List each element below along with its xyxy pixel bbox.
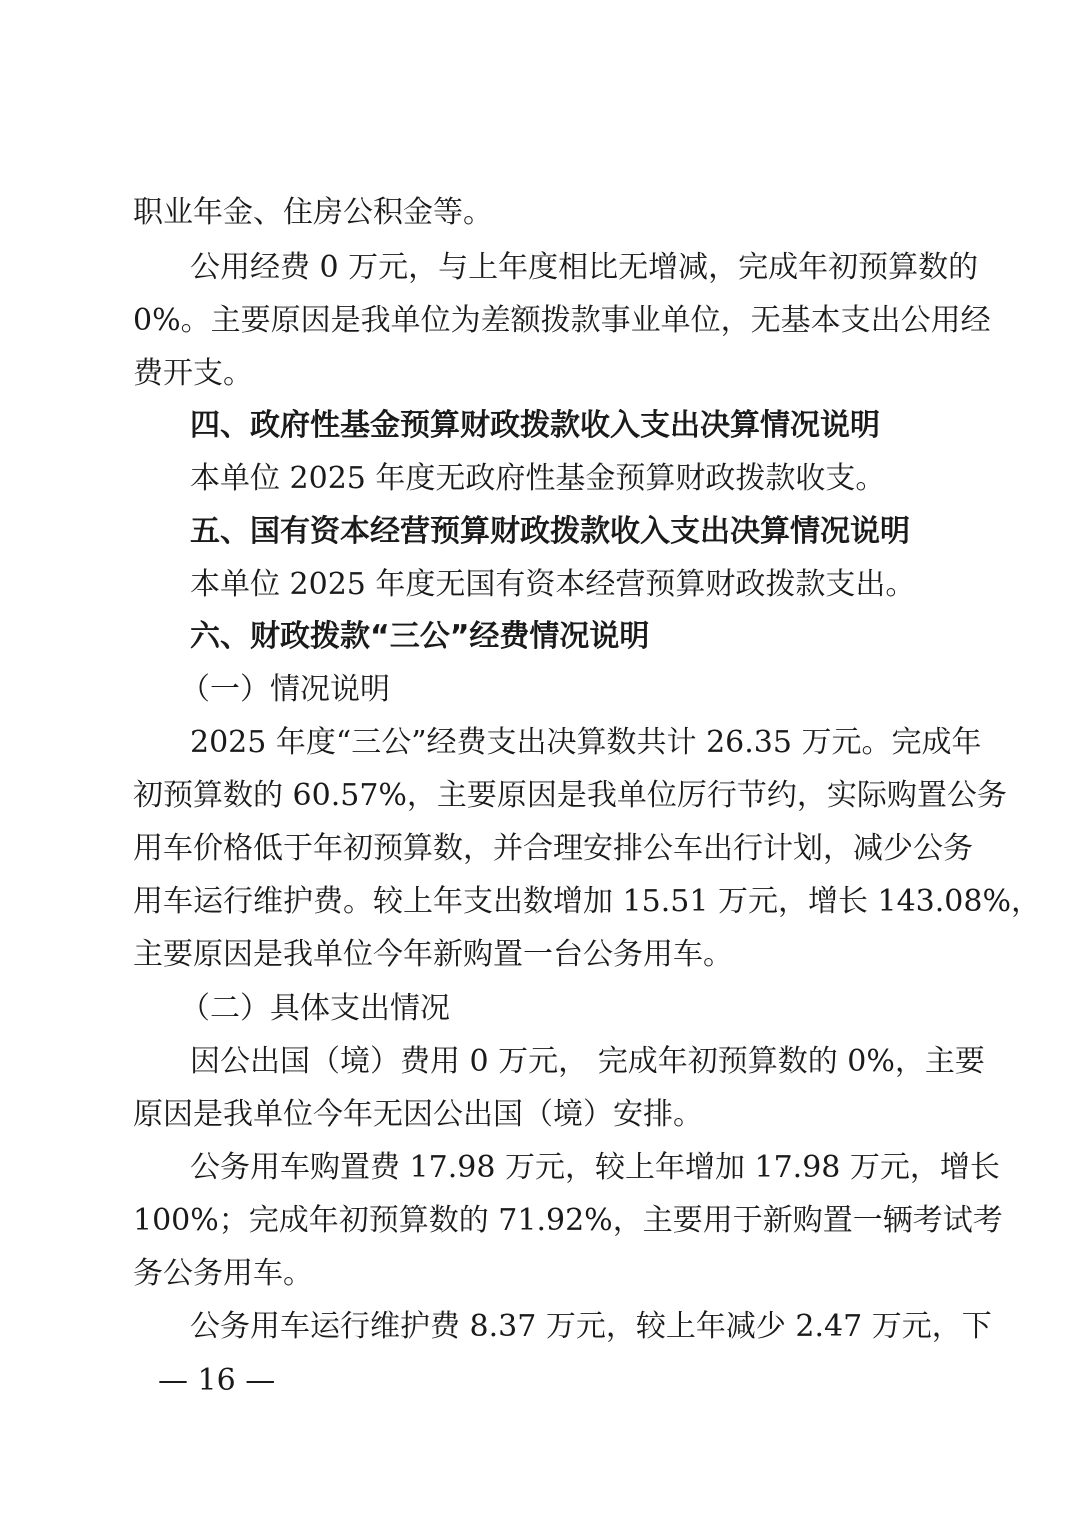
paragraph-line: 费开支。 <box>133 356 253 391</box>
paragraph-line: 公务用车购置费 17.98 万元，较上年增加 17.98 万元，增长 <box>190 1150 1000 1185</box>
paragraph-line: 用车价格低于年初预算数，并合理安排公车出行计划，减少公务 <box>133 831 973 866</box>
section-heading: 六、财政拨款“三公”经费情况说明 <box>190 619 650 654</box>
paragraph-line: 初预算数的 60.57%，主要原因是我单位厉行节约，实际购置公务 <box>133 778 1007 813</box>
paragraph-line: 0%。主要原因是我单位为差额拨款事业单位，无基本支出公用经 <box>133 303 991 338</box>
paragraph-line: 本单位 2025 年度无政府性基金预算财政拨款收支。 <box>190 461 886 496</box>
section-heading: 四、政府性基金预算财政拨款收入支出决算情况说明 <box>190 408 880 443</box>
page-number: — 16 — <box>158 1363 276 1398</box>
subsection-heading: （一）情况说明 <box>180 672 390 707</box>
paragraph-line: 100%；完成年初预算数的 71.92%，主要用于新购置一辆考试考 <box>133 1203 1003 1238</box>
paragraph-line: 本单位 2025 年度无国有资本经营预算财政拨款支出。 <box>190 567 916 602</box>
paragraph-line: 用车运行维护费。较上年支出数增加 15.51 万元，增长 143.08%， <box>133 884 1041 919</box>
paragraph-line: 公务用车运行维护费 8.37 万元，较上年减少 2.47 万元，下 <box>190 1309 992 1344</box>
paragraph-line: 因公出国（境）费用 0 万元， 完成年初预算数的 0%，主要 <box>190 1044 985 1079</box>
paragraph-line: 公用经费 0 万元，与上年度相比无增减，完成年初预算数的 <box>190 250 979 285</box>
paragraph-line: 务公务用车。 <box>133 1256 313 1291</box>
section-heading: 五、国有资本经营预算财政拨款收入支出决算情况说明 <box>190 514 910 549</box>
subsection-heading: （二）具体支出情况 <box>180 991 450 1026</box>
paragraph-line: 2025 年度“三公”经费支出决算数共计 26.35 万元。完成年 <box>190 725 982 760</box>
paragraph-line: 职业年金、住房公积金等。 <box>133 195 493 230</box>
paragraph-line: 主要原因是我单位今年新购置一台公务用车。 <box>133 937 733 972</box>
paragraph-line: 原因是我单位今年无因公出国（境）安排。 <box>133 1097 703 1132</box>
